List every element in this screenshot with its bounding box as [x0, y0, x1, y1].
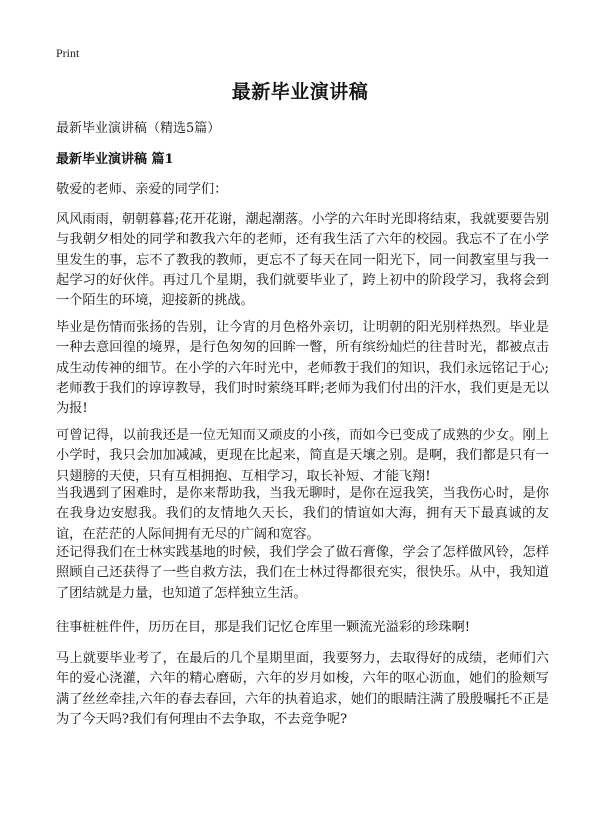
body-paragraph: 马上就要毕业考了，在最后的几个星期里面，我要努力，去取得好的成绩，老师们六年的爱心浇灌，六年的精心磨砺，六年的岁月如梭，六年的呕心沥血，她们的脸颊写满了丝丝牵挂,六年的春去春回，六年的执着追求，她们的眼睛注满了殷殷嘱托不正是为了今天吗?我们有何理由不去争取，不去竞争呢?: [56, 651, 549, 727]
body-paragraph: 风风雨雨，朝朝暮暮;花开花谢，潮起潮落。小学的六年时光即将结束，我就要要告别与我朝夕相处的同学和教我六年的老师，还有我生活了六年的校园。我忘不了在小学里发生的事，忘不了教我的教师，更忘不了每天在同一阳光下，同一间教室里与我一起学习的好伙伴。再过几个星期，我们就要毕业了，跨上初中的阶段学习，我将会到一个陌生的环境，迎接新的挑战。: [56, 212, 549, 309]
salutation-paragraph: 敬爱的老师、亲爱的同学们：: [56, 182, 228, 197]
body-paragraph: 当我遇到了困难时，是你来帮助我，当我无聊时，是你在逗我笑，当我伤心时，是你在我身边安慰我。我们的友情地久天长，我们的情谊如大海，拥有天下最真诚的友谊，在茫茫的人际间拥有无尽的广阔和宽容。: [56, 486, 549, 542]
body-paragraph: 毕业是伤情而张扬的告别，让今宵的月色格外亲切，让明朝的阳光别样热烈。毕业是一种去意回徨的境界，是行色匆匆的回眸一瞥，所有缤纷灿烂的往昔时光，都被点击成生动传神的细节。在小学的六年时光中，老师教于我们的知识，我们永远铭记于心;老师教于我们的谆谆教导，我们时时萦绕耳畔;老师为我们付出的汗水，我们更是无以为报!: [56, 320, 549, 417]
print-label: Print: [56, 46, 80, 60]
body-paragraph: 可曾记得，以前我还是一位无知而又顽皮的小孩，而如今已变成了成熟的少女。刚上小学时，我只会加加减减，更现在比起来，简直是天壤之别。是啊，我们都是只有一只翅膀的天使，只有互相拥抱、互相学习，取长补短、才能飞翔!: [56, 428, 549, 484]
document-title: 最新毕业演讲稿: [231, 81, 369, 103]
body-paragraph: 往事桩桩件件，历历在目，那是我们记忆仓库里一颗流光溢彩的珍珠啊!: [56, 620, 471, 635]
document-subtitle: 最新毕业演讲稿（精选5篇）: [56, 121, 221, 136]
section-heading: 最新毕业演讲稿 篇1: [56, 152, 174, 167]
body-paragraph: 还记得我们在士林实践基地的时候，我们学会了做石膏像，学会了怎样做风铃，怎样照顾自己还获得了一些自救方法，我们在士林过得都很充实，很快乐。从中，我知道了团结就是力量，也知道了怎样独立生活。: [56, 545, 549, 601]
